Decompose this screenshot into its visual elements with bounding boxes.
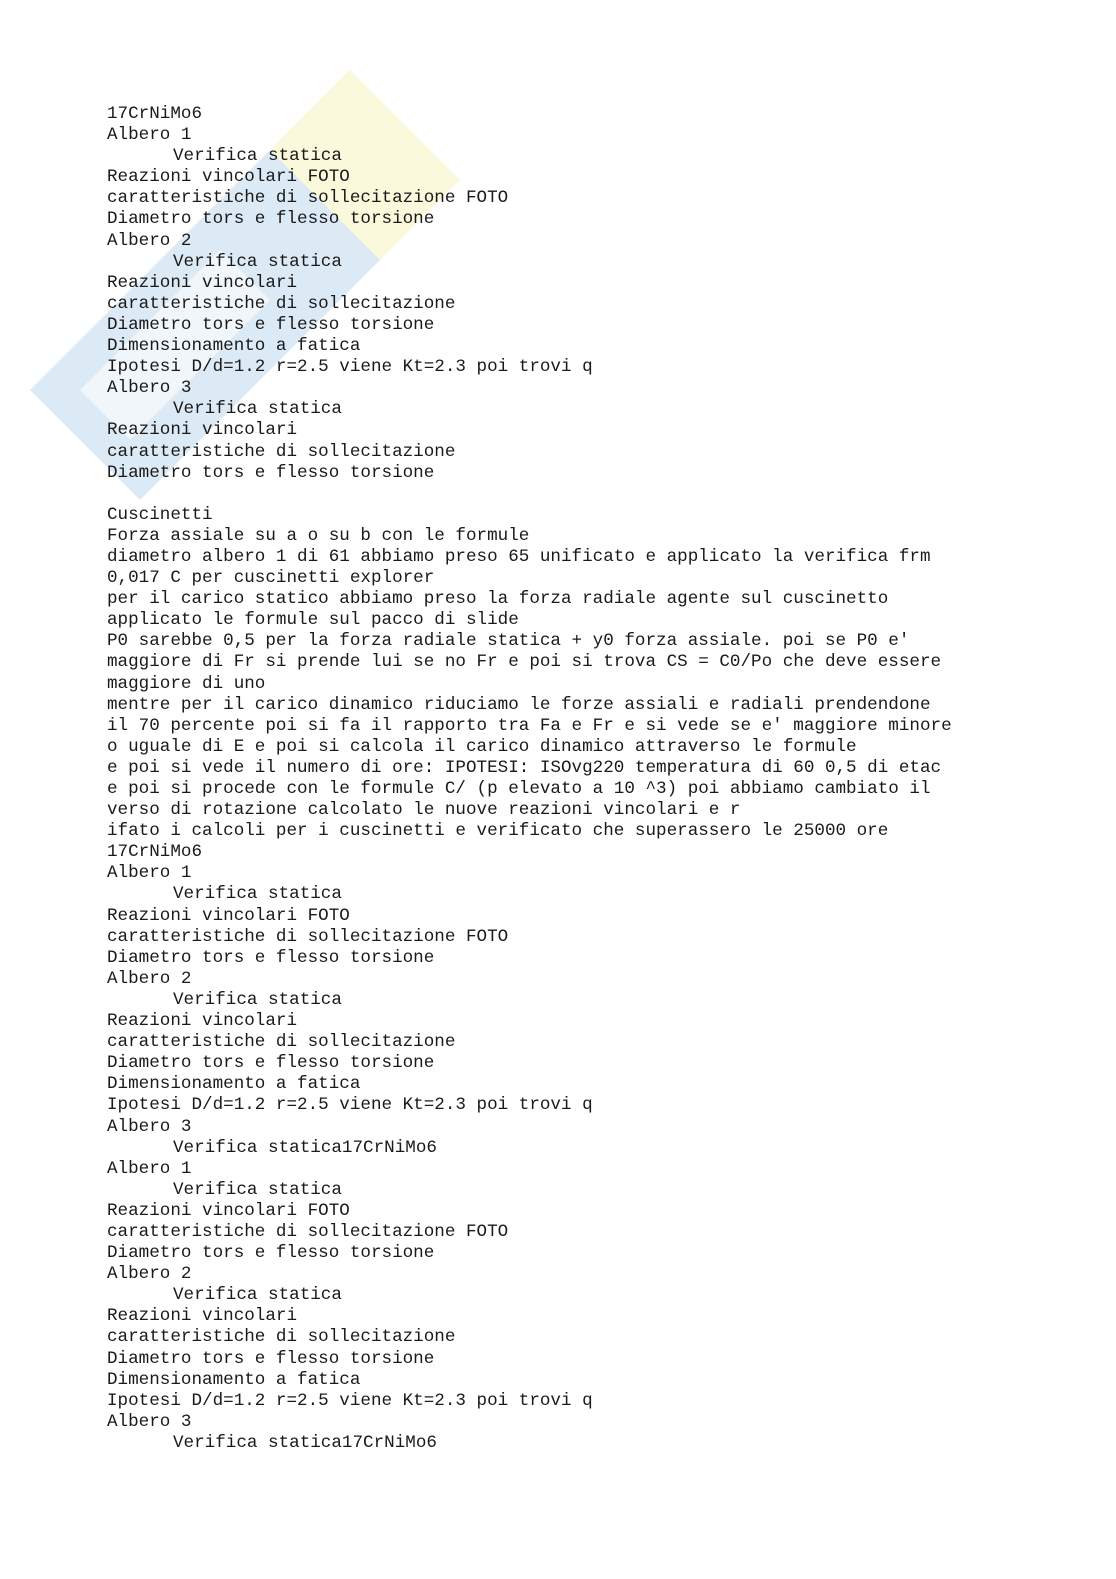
text-line: Albero 1 (107, 863, 192, 884)
text-line: Albero 3 (107, 1116, 192, 1137)
text-line: Cuscinetti (107, 504, 213, 525)
text-line: Albero 3 (107, 1411, 192, 1432)
document-text (107, 104, 952, 1454)
text-line: per il carico statico abbiamo preso la forza radiale agente sul cuscinetto (107, 589, 889, 610)
text-line: Diametro tors e flesso torsione (107, 947, 435, 968)
text-line: Forza assiale su a o su b con le formule (107, 525, 530, 546)
text-line: 17CrNiMo6 (107, 842, 203, 863)
text-line: verso di rotazione calcolato le nuove reazioni vincolari e r (107, 800, 741, 821)
text-line: Reazioni vincolari (107, 1011, 298, 1032)
text-line: Diametro tors e flesso torsione (107, 314, 435, 335)
text-line: o uguale di E e poi si calcola il carico dinamico attraverso le formule (107, 736, 857, 757)
text-line: 0,017 C per cuscinetti explorer (107, 568, 435, 589)
text-line: Albero 1 (107, 125, 192, 146)
text-line: Verifica statica17CrNiMo6 (173, 1432, 437, 1453)
text-line: maggiore di Fr si prende lui se no Fr e poi si trova CS = C0/Po che deve essere (107, 652, 942, 673)
text-line: caratteristiche di sollecitazione (107, 1032, 456, 1053)
text-line: 17CrNiMo6 (107, 104, 203, 124)
text-line (107, 484, 952, 505)
text-line: Reazioni vincolari FOTO (107, 905, 350, 926)
text-line: Ipotesi D/d=1.2 r=2.5 viene Kt=2.3 poi trovi q (107, 357, 593, 378)
text-line: Ipotesi D/d=1.2 r=2.5 viene Kt=2.3 poi trovi q (107, 1390, 593, 1411)
text-line: Reazioni vincolari FOTO (107, 167, 350, 188)
text-line: il 70 percente poi si fa il rapporto tra Fa e Fr e si vede se e' maggiore minore (107, 715, 952, 736)
text-line: Albero 2 (107, 1264, 192, 1285)
text-line: Diametro tors e flesso torsione (107, 1243, 435, 1264)
text-line: Reazioni vincolari (107, 1306, 298, 1327)
text-line: Verifica statica (173, 989, 342, 1010)
text-line: Diametro tors e flesso torsione (107, 209, 435, 230)
text-line: Diametro tors e flesso torsione (107, 1348, 435, 1369)
text-line: caratteristiche di sollecitazione FOTO (107, 1221, 509, 1242)
text-line: Reazioni vincolari FOTO (107, 1200, 350, 1221)
text-line: Reazioni vincolari (107, 420, 298, 441)
text-line: Dimensionamento a fatica (107, 1369, 361, 1390)
text-line: Dimensionamento a fatica (107, 1074, 361, 1095)
text-line: Verifica statica (173, 251, 342, 272)
text-line: Verifica statica (173, 146, 342, 167)
text-line: ifato i calcoli per i cuscinetti e verificato che superassero le 25000 ore (107, 821, 889, 842)
text-line: caratteristiche di sollecitazione (107, 441, 456, 462)
text-line: Albero 2 (107, 230, 192, 251)
text-line: applicato le formule sul pacco di slide (107, 610, 519, 631)
text-line: Verifica statica17CrNiMo6 (173, 1137, 437, 1158)
text-line: Albero 1 (107, 1158, 192, 1179)
text-line: P0 sarebbe 0,5 per la forza radiale statica + y0 forza assiale. poi se P0 e' (107, 631, 910, 652)
text-line: caratteristiche di sollecitazione FOTO (107, 926, 509, 947)
text-line: Albero 3 (107, 378, 192, 399)
text-line: diametro albero 1 di 61 abbiamo preso 65 unificato e applicato la verifica frm (107, 546, 931, 567)
text-line: e poi si procede con le formule C/ (p elevato a 10 ^3) poi abbiamo cambiato il (107, 779, 931, 799)
text-line: caratteristiche di sollecitazione (107, 293, 456, 314)
text-line: mentre per il carico dinamico riduciamo le forze assiali e radiali prendendone (107, 694, 931, 715)
text-line: Albero 2 (107, 968, 192, 989)
text-line: caratteristiche di sollecitazione (107, 1327, 456, 1348)
text-line: Verifica statica (173, 1179, 342, 1200)
text-line: caratteristiche di sollecitazione FOTO (107, 188, 509, 209)
text-line: Dimensionamento a fatica (107, 336, 361, 357)
text-line: Verifica statica (173, 399, 342, 420)
text-line: Reazioni vincolari (107, 272, 298, 293)
text-line: maggiore di uno (107, 673, 266, 694)
text-line: e poi si vede il numero di ore: IPOTESI: ISOvg220 temperatura di 60 0,5 di etac (107, 757, 942, 778)
text-line: Verifica statica (173, 884, 342, 905)
text-line: Diametro tors e flesso torsione (107, 462, 435, 483)
text-line: Diametro tors e flesso torsione (107, 1053, 435, 1074)
text-line: Verifica statica (173, 1285, 342, 1306)
text-line: Ipotesi D/d=1.2 r=2.5 viene Kt=2.3 poi trovi q (107, 1095, 593, 1116)
